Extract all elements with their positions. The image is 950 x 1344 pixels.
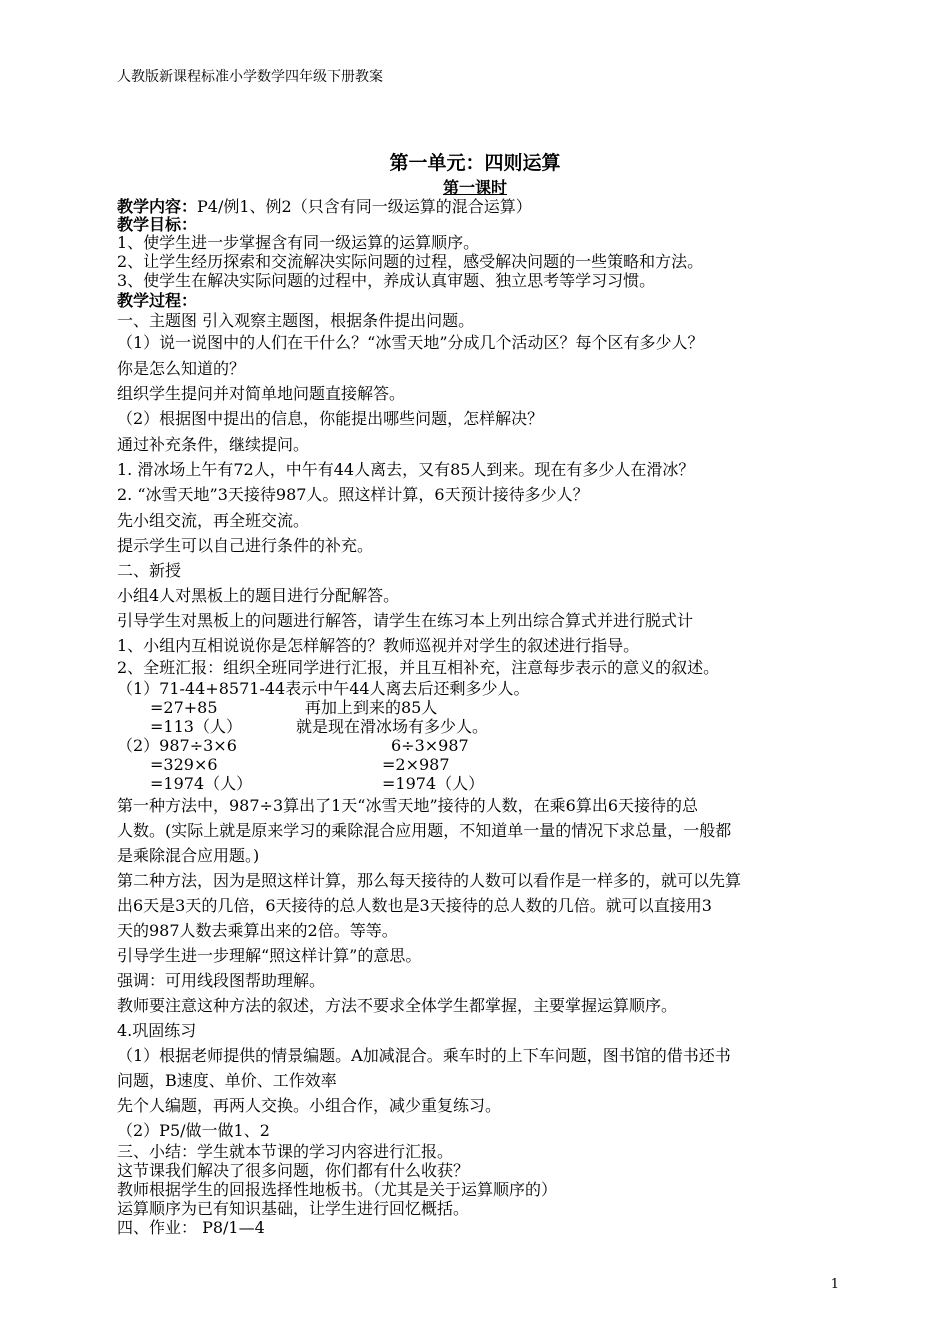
text-line: （1）说一说图中的人们在干什么？“冰雪天地”分成几个活动区？每个区有多少人？ [117,333,704,352]
text-line: 提示学生可以自己进行条件的补充。 [117,536,374,555]
equation-step: =329×6 [150,755,218,774]
text-line: 1. 滑冰场上午有72人，中午有44人离去，又有85人到来。现在有多少人在滑冰？ [117,460,695,479]
text-line: （1）根据老师提供的情景编题。A加减混合。乘车时的上下车问题，图书馆的借书还书 [117,1046,731,1065]
content-label: 教学内容： [117,197,198,216]
text-line: （1）71-44+8571-44表示中午44人离去后还剩多少人。 [117,679,530,698]
text-line: 第一种方法中，987÷3算出了1天“冰雪天地”接待的人数，在乘6算出6天接待的总 [117,796,699,815]
equation-step: =2×987 [382,755,450,774]
equation-step: =27+85 [150,698,218,717]
lesson-subtitle: 第一课时 [442,178,507,197]
text-line: 4.巩固练习 [117,1021,197,1040]
text-line: 运算顺序为已有知识基础，让学生进行回忆概括。 [117,1199,470,1218]
text-line: 一、主题图 引入观察主题图，根据条件提出问题。 [117,311,475,330]
text-line: 2、全班汇报：组织全班同学进行汇报，并且互相补充，注意每步表示的意义的叙述。 [117,658,720,677]
goal-item: 3、使学生在解决实际问题的过程中，养成认真审题、独立思考等学习习惯。 [117,271,656,290]
goals-label: 教学目标： [117,215,198,234]
text-line: （2）P5/做一做1、2 [117,1121,270,1140]
text-line: 教师根据学生的回报选择性地板书。（尤其是关于运算顺序的） [117,1180,558,1199]
text-line: 引导学生对黑板上的问题进行解答，请学生在练习本上列出综合算式并进行脱式计 [117,611,694,630]
text-line: 二、新授 [117,561,182,580]
equation-step: =1974（人） [382,774,485,793]
text-line: 强调：可用线段图帮助理解。 [117,971,326,990]
text-line: 出6天是3天的几倍，6天接待的总人数也是3天接待的总人数的几倍。就可以直接用3 [117,896,712,915]
text-line: 三、小结：学生就本节课的学习内容进行汇报。 [117,1142,454,1161]
text-line: 人数。(实际上就是原来学习的乘除混合应用题，不知道单一量的情况下求总量，一般都 [117,821,732,840]
goal-item: 2、让学生经历探索和交流解决实际问题的过程，感受解决问题的一些策略和方法。 [117,252,704,271]
text-line: 你是怎么知道的？ [117,359,246,378]
text-line: 这节课我们解决了很多问题，你们都有什么收获？ [117,1161,470,1180]
equation-step: 6÷3×987 [391,736,469,755]
text-line: 天的987人数去乘算出来的2倍。等等。 [117,921,398,940]
text-line: 1、小组内互相说说你是怎样解答的？教师巡视并对学生的叙述进行指导。 [117,636,640,655]
equation-step: =113（人） [150,717,242,736]
equation-step: =1974（人） [150,774,253,793]
running-header: 人教版新课程标准小学数学四年级下册教案 [117,69,383,85]
text-line: 四、作业： P8/1—4 [117,1218,265,1237]
text-line: 先小组交流，再全班交流。 [117,511,310,530]
content-text: P4/例1、例2（只含有同一级运算的混合运算） [197,197,532,216]
equation-note: 就是现在滑冰场有多少人。 [296,717,489,736]
text-line: 第二种方法，因为是照这样计算，那么每天接待的人数可以看作是一样多的，就可以先算 [117,871,742,890]
text-line: 组织学生提问并对简单地问题直接解答。 [117,384,406,403]
process-label: 教学过程： [117,291,198,310]
goal-item: 1、使学生进一步掌握含有同一级运算的运算顺序。 [117,233,480,252]
page-number: 1 [830,1277,839,1292]
text-line: 先个人编题，再两人交换。小组合作，减少重复练习。 [117,1096,502,1115]
text-line: 引导学生进一步理解“照这样计算”的意思。 [117,946,422,965]
text-line: 问题，B速度、单价、工作效率 [117,1071,337,1090]
text-line: 通过补充条件，继续提问。 [117,435,310,454]
equation-step: （2）987÷3×6 [117,736,237,755]
content-line [117,198,532,216]
equation-note: 再加上到来的85人 [305,698,438,717]
text-line: 教师要注意这种方法的叙述，方法不要求全体学生都掌握，主要掌握运算顺序。 [117,996,678,1015]
text-line: （2）根据图中提出的信息，你能提出哪些问题，怎样解决？ [117,409,544,428]
text-line: 2. “冰雪天地”3天接待987人。照这样计算，6天预计接待多少人？ [117,485,589,504]
text-line: 是乘除混合应用题。) [117,846,260,865]
page-title: 第一单元：四则运算 [389,152,561,174]
text-line: 小组4人对黑板上的题目进行分配解答。 [117,586,400,605]
